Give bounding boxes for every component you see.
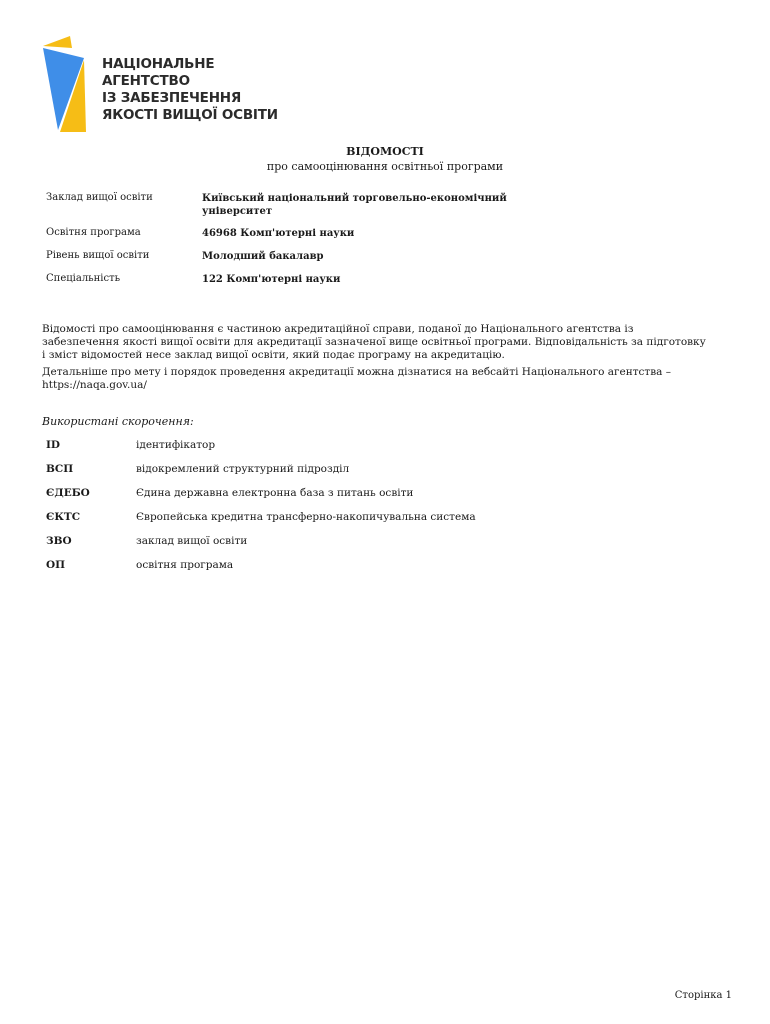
agency-logo	[40, 34, 278, 134]
info-value: 46968 Комп'ютерні науки	[202, 228, 355, 239]
abbreviation-key: ВСП	[46, 463, 74, 475]
logo-text	[102, 56, 278, 124]
document-subtitle: про самооцінювання освітньої програми	[266, 160, 504, 173]
info-label: Спеціальність	[46, 273, 121, 284]
abbreviation-key: ЄКТС	[46, 511, 81, 523]
logo-line: ЯКОСТІ ВИЩОЇ ОСВІТИ	[102, 107, 278, 123]
abbreviation-value: ідентифікатор	[136, 439, 216, 451]
logo-line: ІЗ ЗАБЕЗПЕЧЕННЯ	[102, 90, 242, 106]
abbreviation-value: освітня програма	[136, 559, 234, 571]
abbreviation-value: Європейська кредитна трансферно-накопичувальна система	[136, 511, 476, 523]
info-value: Молодший бакалавр	[202, 251, 324, 262]
info-label: Заклад вищої освіти	[46, 192, 153, 203]
abbreviation-key: ОП	[46, 559, 66, 571]
abbreviation-value: відокремлений структурний підрозділ	[136, 463, 350, 475]
intro-paragraph: Відомості про самооцінювання є частиною акредитаційної справи, поданої до Національного агентства із забезпечення якості вищої освіти для акредитації зазначеної вище освітньої програми. Відповідальність за підготовку і зміст відомостей несе заклад вищої освіти, який подає програму на акредитацію.	[42, 323, 706, 361]
logo-emblem-icon	[40, 34, 102, 134]
info-label: Рівень вищої освіти	[46, 250, 150, 261]
details-paragraph: Детальніше про мету і порядок проведення акредитації можна дізнатися на вебсайті Національного агентства – https://naqa.gov.ua/	[42, 366, 672, 391]
abbreviation-key: ЄДЕБО	[46, 487, 90, 499]
abbreviation-value: заклад вищої освіти	[136, 535, 248, 547]
abbreviation-value: Єдина державна електронна база з питань освіти	[136, 487, 414, 499]
logo-line: НАЦІОНАЛЬНЕ	[102, 56, 215, 72]
abbreviation-key: ЗВО	[46, 535, 72, 547]
logo-line: АГЕНТСТВО	[102, 73, 190, 89]
abbreviations-title: Використані скорочення:	[42, 415, 194, 428]
info-label: Освітня програма	[46, 227, 141, 238]
page-number: Сторінка 1	[674, 990, 732, 1001]
info-value: Київський національний торговельно-економічний університет	[202, 193, 507, 217]
document-title: ВІДОМОСТІ	[346, 145, 424, 158]
abbreviation-key: ID	[46, 439, 61, 451]
info-value: 122 Комп'ютерні науки	[202, 274, 341, 285]
